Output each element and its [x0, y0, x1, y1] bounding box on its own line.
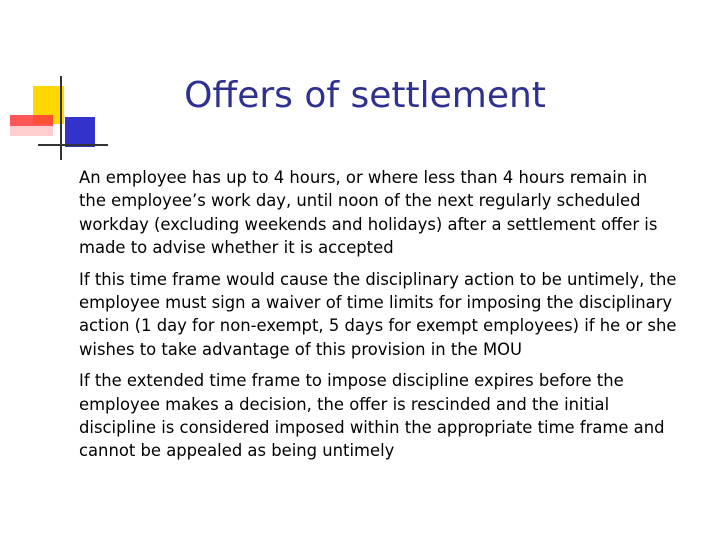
paragraph-response-window: An employee has up to 4 hours, or where less than 4 hours remain in the employee’s work day, until noon of the next regularly scheduled workday (excluding weekends and holidays) after a settlement offer is made to advise whether it is accepted — [79, 168, 658, 258]
deco-red-bar — [10, 115, 53, 126]
slide-title: Offers of settlement — [184, 75, 546, 116]
slide-body — [79, 166, 679, 463]
paragraph-waiver: If this time frame would cause the disciplinary action to be untimely, the employee must sign a waiver of time limits for imposing the disciplinary action (1 day for non-exempt, 5 days for exempt employees) if he or she wishes to take advantage of this provision in the MOU — [79, 269, 677, 359]
title-decoration — [0, 0, 110, 175]
paragraph-rescinded: If the extended time frame to impose discipline expires before the employee makes a decision, the offer is rescinded and the initial discipline is considered imposed within the appropriate time frame and cannot be appealed as being untimely — [79, 371, 665, 461]
deco-blue-square — [65, 117, 95, 147]
